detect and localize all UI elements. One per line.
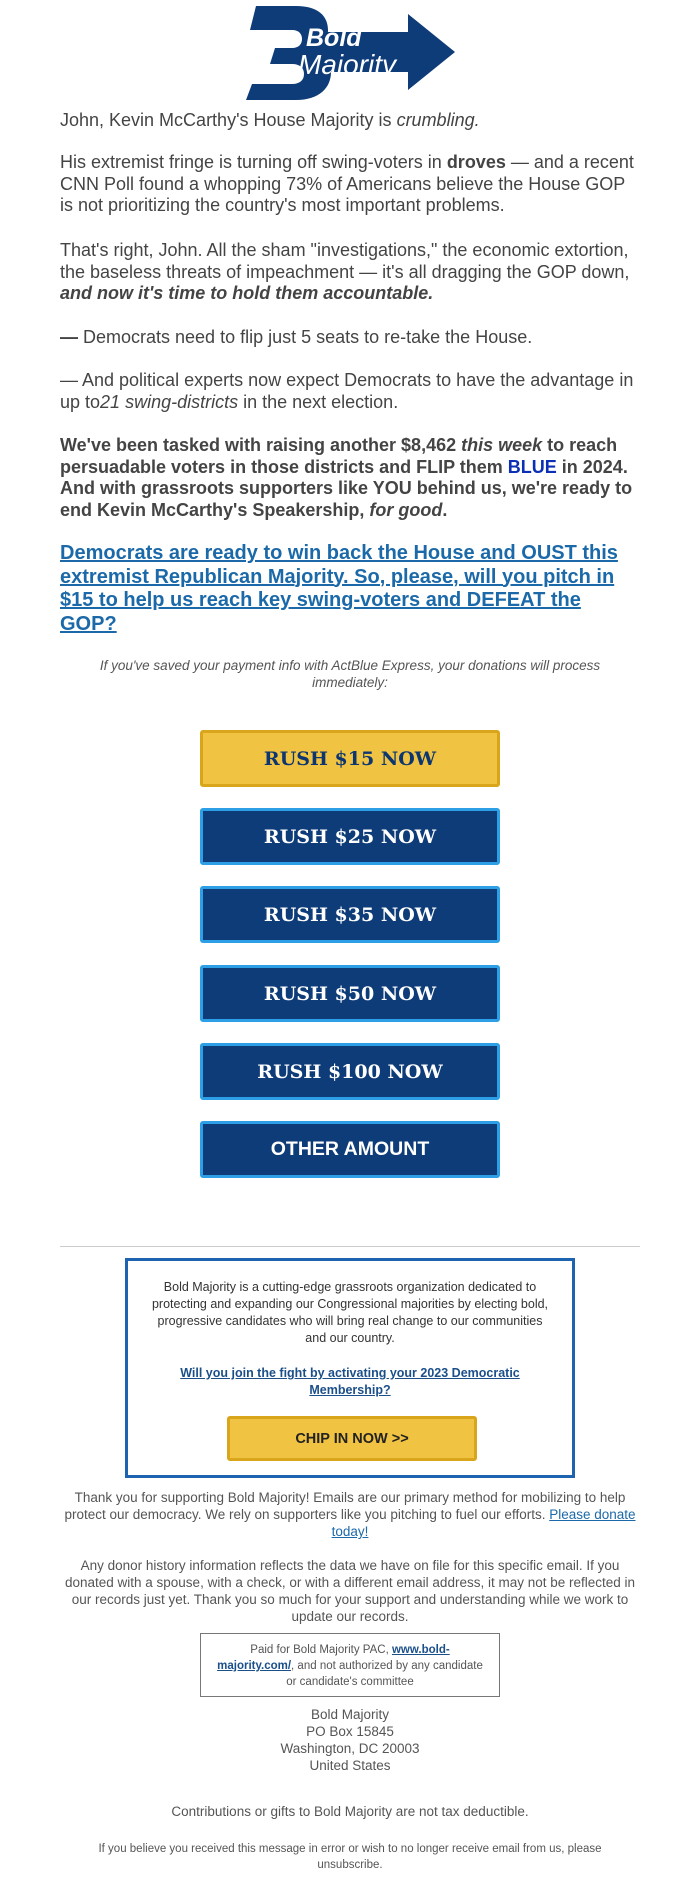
website-link[interactable]: www.bold-majority.com/	[217, 1644, 450, 1672]
poll-bold-droves: droves	[446, 152, 506, 172]
address-line-pobox: PO Box 15845	[306, 1724, 394, 1739]
donate-headline-link[interactable]: Democrats are ready to win back the House and OUST this extremist Republican Majority. So, please, will you pitch in $15 to help us reach key swing-voters and DEFEAT the GOP?	[60, 542, 618, 635]
chip-in-button[interactable]: CHIP IN NOW >>	[227, 1416, 477, 1461]
logo-word-majority: Majority	[298, 49, 397, 80]
about-box	[125, 1258, 575, 1478]
paragraph-fundraising-goal	[60, 435, 640, 521]
paid-text-a: Paid for Bold Majority PAC,	[250, 1644, 392, 1656]
swing-text-a: — And political experts now expect Democrats to have the advantage in up to	[60, 370, 634, 412]
paragraph-flip-seats	[60, 327, 640, 349]
rush-15-button[interactable]: RUSH $15 NOW	[200, 730, 500, 787]
footer-thanks	[60, 1489, 640, 1540]
rush-35-button[interactable]: RUSH $35 NOW	[200, 886, 500, 943]
goal-text-c: in 2024. And with grassroots supporters like YOU behind us, we're ready to end Kevin McCarthy's Speakership,	[60, 456, 633, 520]
accountable-text: That's right, John. All the sham "investigations," the economic extortion, the baseless threats of impeachment — it's all dragging the GOP down,	[60, 240, 630, 282]
swing-text-b: in the next election.	[238, 391, 399, 412]
address-line-city: Washington, DC 20003	[280, 1741, 420, 1756]
goal-period: .	[442, 499, 448, 520]
paid-for-disclaimer	[200, 1633, 500, 1697]
accountable-emphasis: and now it's time to hold them accountable.	[60, 283, 434, 303]
mailing-address	[200, 1706, 500, 1774]
paragraph-swing-districts	[60, 370, 640, 413]
rush-25-button[interactable]: RUSH $25 NOW	[200, 808, 500, 865]
flip-seats-text: Democrats need to flip just 5 seats to re-take the House.	[78, 327, 533, 347]
swing-emphasis: 21 swing-districts	[100, 391, 239, 412]
paragraph-accountable	[60, 240, 640, 305]
opening-emphasis: crumbling.	[396, 110, 480, 130]
other-amount-button[interactable]: OTHER AMOUNT	[200, 1121, 500, 1178]
goal-emphasis-for-good: for good	[369, 499, 443, 520]
tax-deductible-note: Contributions or gifts to Bold Majority are not tax deductible.	[171, 1804, 529, 1819]
address-line-org: Bold Majority	[310, 1707, 390, 1722]
rush-50-button[interactable]: RUSH $50 NOW	[200, 965, 500, 1022]
paragraph-opening	[60, 110, 640, 132]
about-text: Bold Majority is a cutting-edge grassroots organization dedicated to protecting and expanding our Congressional majorities by electing bold, progressive candidates who will bring real change to our communities and our country.	[151, 1280, 549, 1345]
address-line-country: United States	[309, 1758, 391, 1773]
goal-blue-word: BLUE	[507, 456, 557, 477]
footer-donor-history: Any donor history information reflects the data we have on file for this specific email. If you donated with a spouse, with a check, or with a different email address, it may not be reflected in our records just yet. Thank you so much for your support and understanding while we work to update our records.	[64, 1558, 636, 1624]
paid-text-b: , and not authorized by any candidate or candidate's committee	[286, 1660, 483, 1688]
opening-text: John, Kevin McCarthy's House Majority is	[60, 110, 397, 130]
goal-text-a: We've been tasked with raising another $8,462	[60, 435, 462, 455]
footer-thanks-text: Thank you for supporting Bold Majority! Emails are our primary method for mobilizing to help protect our democracy. We rely on supporters like you pitching to fuel our efforts.	[64, 1490, 626, 1522]
actblue-express-note: If you've saved your payment info with ActBlue Express, your donations will process immediately:	[99, 658, 601, 690]
poll-text-a: His extremist fringe is turning off swing-voters in	[60, 152, 447, 172]
membership-link[interactable]: Will you join the fight by activating your 2023 Democratic Membership?	[180, 1366, 520, 1397]
section-divider	[60, 1246, 640, 1247]
goal-emphasis-week: this week	[461, 435, 543, 455]
donate-today-link[interactable]: Please donate today!	[331, 1507, 636, 1539]
paragraph-poll	[60, 152, 640, 217]
logo-word-bold: Bold	[306, 24, 362, 52]
bold-majority-logo	[242, 4, 457, 104]
poll-text-c: — and a recent CNN Poll found a whopping 73% of Americans believe the House GOP is not prioritizing the country's most important problems.	[60, 152, 634, 215]
unsubscribe-note[interactable]: If you believe you received this message in error or wish to no longer receive email from us, please unsubscribe.	[98, 1843, 602, 1871]
goal-text-b: to reach persuadable voters in those districts and FLIP them	[60, 435, 618, 477]
rush-100-button[interactable]: RUSH $100 NOW	[200, 1043, 500, 1100]
flip-seats-dash: —	[60, 327, 78, 347]
